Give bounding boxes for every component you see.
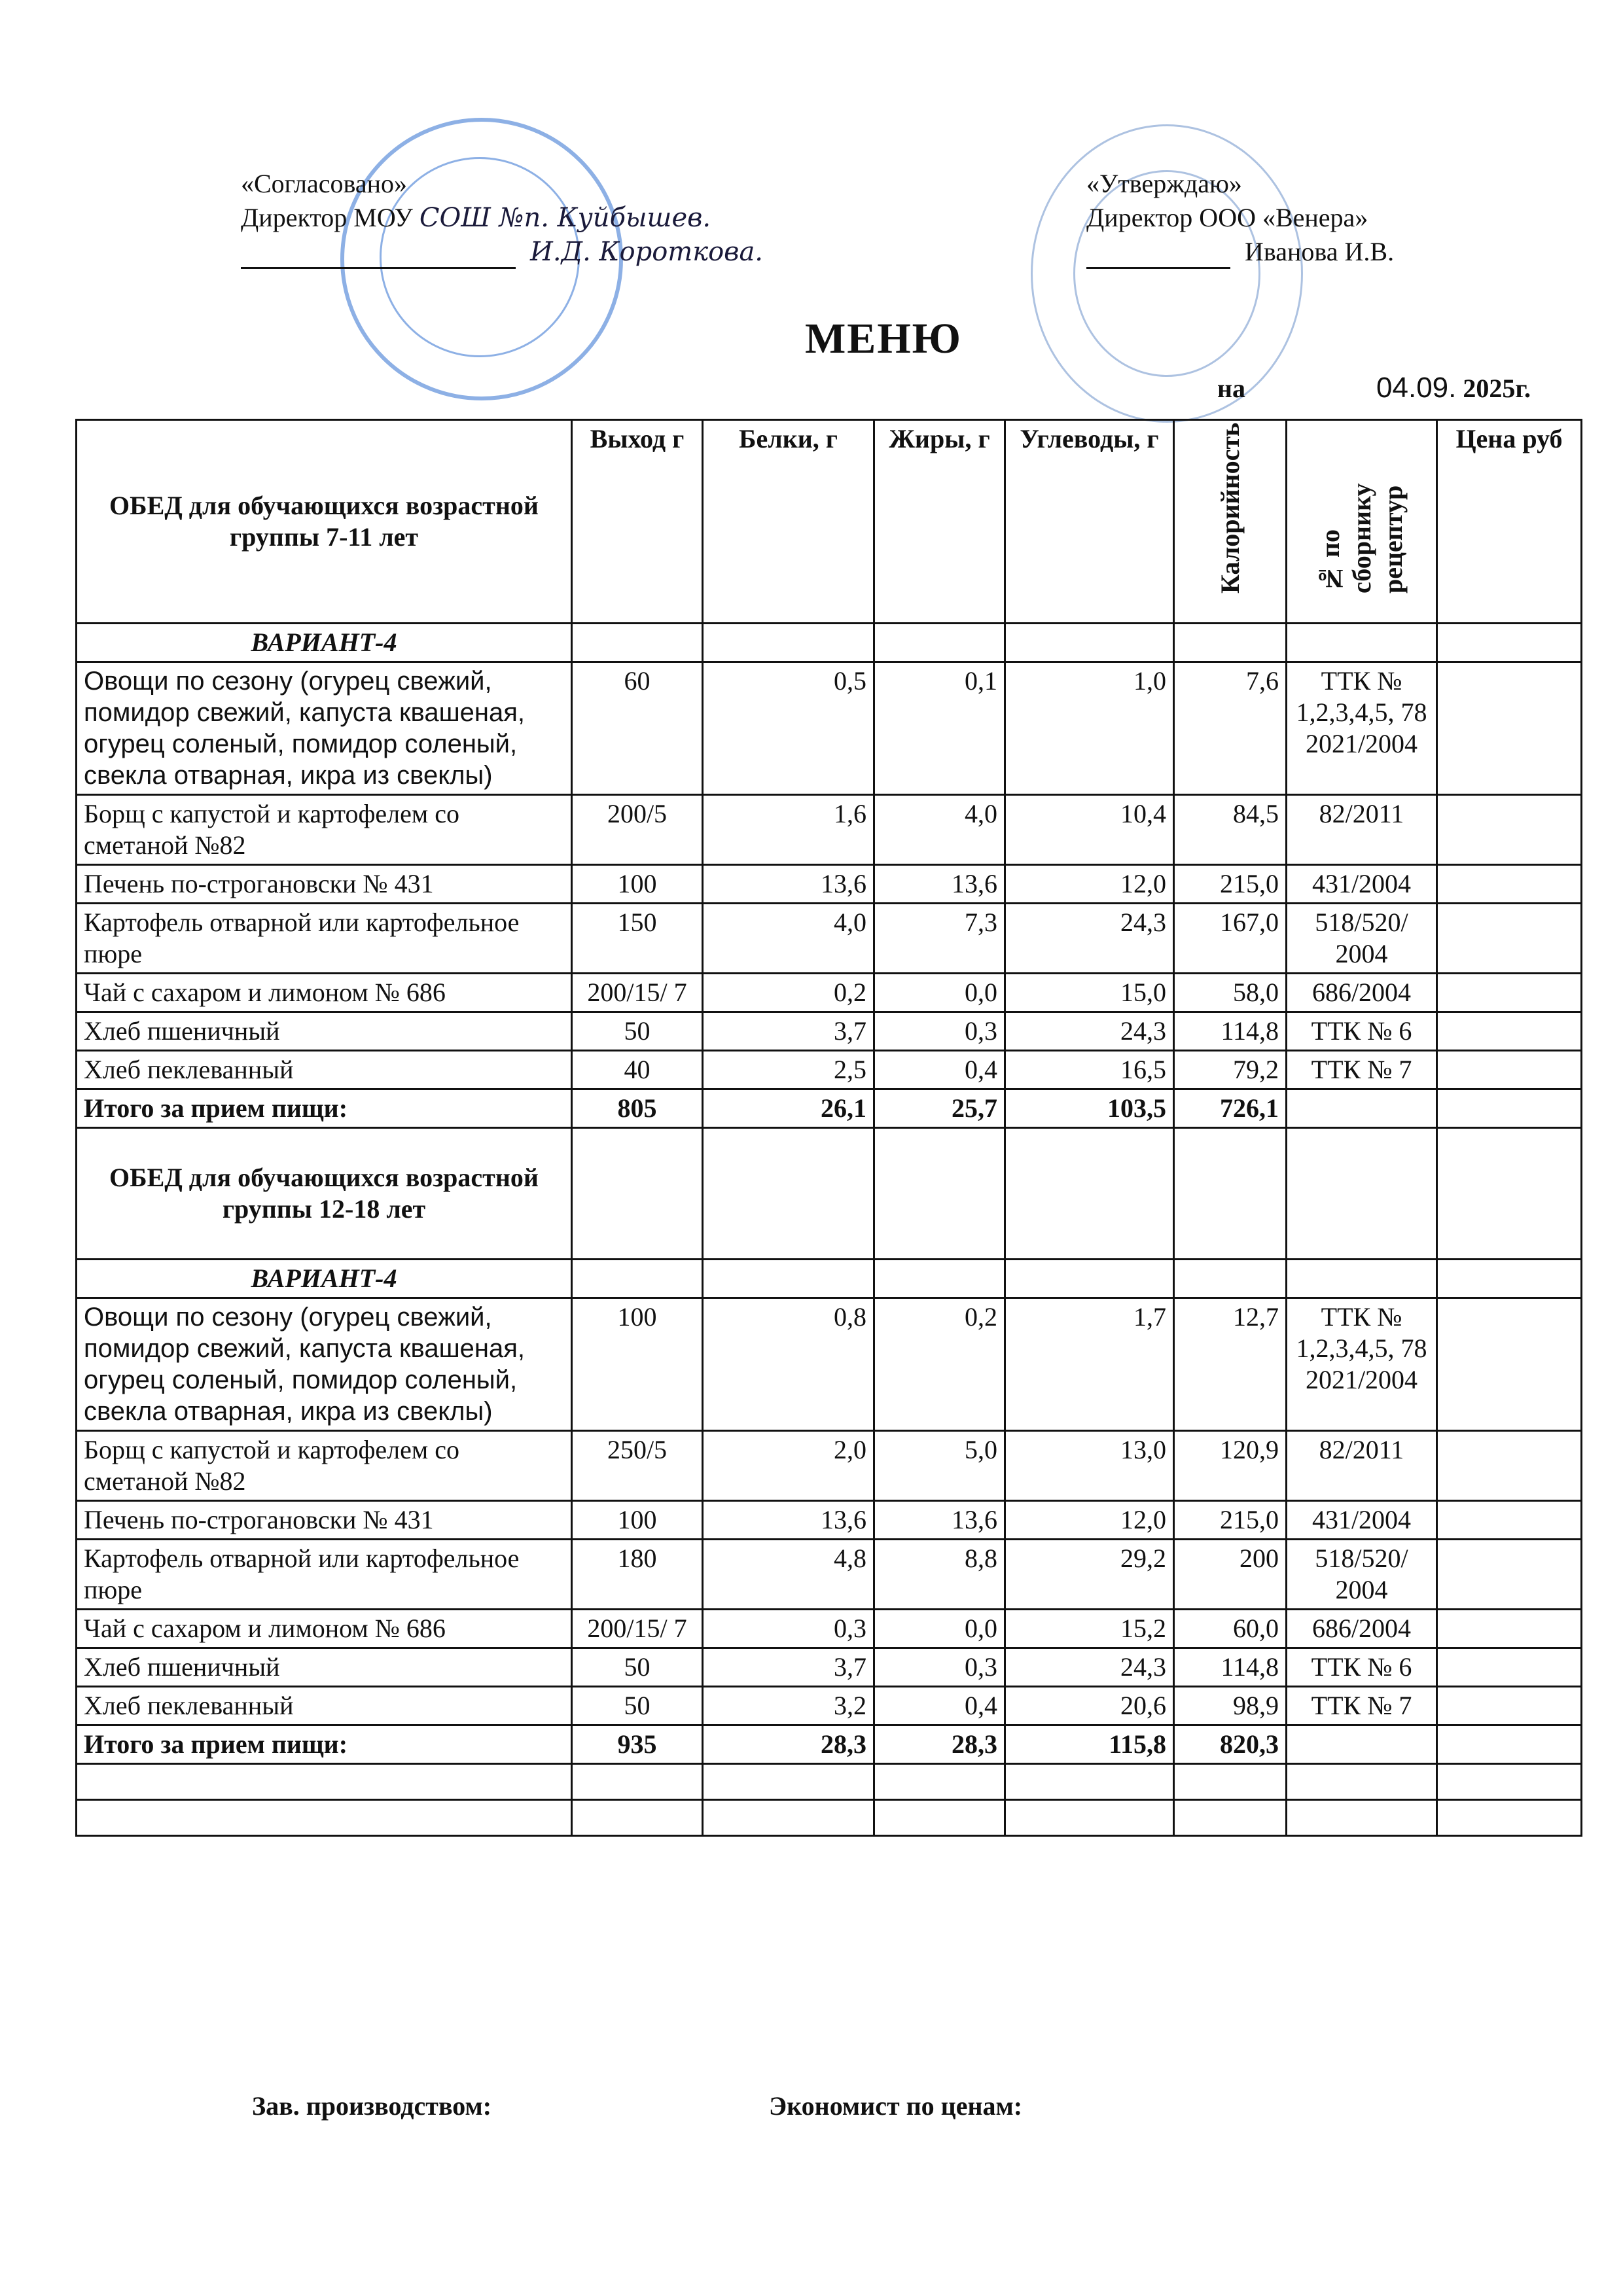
empty-cell [77,1800,572,1836]
calories: 120,9 [1174,1431,1287,1501]
protein: 0,2 [703,974,874,1012]
fat: 0,0 [874,1610,1005,1648]
table-row [77,1610,1582,1648]
recipe: 686/2004 [1287,1610,1437,1648]
table-row [77,974,1582,1012]
carbs: 24,3 [1005,1648,1174,1687]
approval-approved-position: Директор ООО «Венера» [1086,203,1368,232]
calories: 84,5 [1174,795,1287,865]
approval-agreed-title: «Согласовано» [241,169,408,198]
empty-cell [572,1128,703,1260]
carbs: 29,2 [1005,1540,1174,1610]
empty-cell [572,624,703,662]
fat: 4,0 [874,795,1005,865]
dish-name: Хлеб пшеничный [77,1012,572,1051]
protein: 0,3 [703,1610,874,1648]
total-row [77,1089,1582,1128]
total-calories: 726,1 [1174,1089,1287,1128]
header-meal-group: ОБЕД для обучающихся возрастной группы 7-11 лет [77,420,572,624]
recipe: ТТК № 7 [1287,1687,1437,1725]
menu-date [1217,372,1531,404]
protein: 4,0 [703,904,874,974]
carbs: 13,0 [1005,1431,1174,1501]
fat: 0,0 [874,974,1005,1012]
carbs: 16,5 [1005,1051,1174,1089]
empty-row [77,1764,1582,1800]
calories: 60,0 [1174,1610,1287,1648]
dish-name: Картофель отварной или картофельное пюре [77,1540,572,1610]
fat: 0,4 [874,1051,1005,1089]
protein: 2,5 [703,1051,874,1089]
calories: 114,8 [1174,1012,1287,1051]
output: 200/5 [572,795,703,865]
total-row [77,1725,1582,1764]
calories: 167,0 [1174,904,1287,974]
price [1437,974,1582,1012]
empty-cell [1437,1260,1582,1298]
calories: 98,9 [1174,1687,1287,1725]
price [1437,1540,1582,1610]
approval-agreed-signature [241,235,763,269]
approval-agreed-block [241,167,763,269]
empty-cell [1287,1764,1437,1800]
date-prefix: на [1217,374,1246,403]
output: 100 [572,1501,703,1540]
table-row [77,1501,1582,1540]
price [1437,1431,1582,1501]
fat: 0,1 [874,662,1005,795]
output: 250/5 [572,1431,703,1501]
carbs: 24,3 [1005,1012,1174,1051]
empty-cell [1005,1128,1174,1260]
empty-cell [1437,1128,1582,1260]
approval-approved-title: «Утверждаю» [1086,169,1242,198]
total-carbs: 103,5 [1005,1089,1174,1128]
table-row [77,795,1582,865]
handwritten-name: И.Д. Короткова. [530,237,764,267]
approver-name: Иванова И.В. [1245,237,1395,266]
table-row [77,662,1582,795]
table-row [77,1540,1582,1610]
protein: 0,8 [703,1298,874,1431]
protein: 3,7 [703,1012,874,1051]
table-row [77,1687,1582,1725]
variant-label: ВАРИАНТ-4 [77,1260,572,1298]
output: 40 [572,1051,703,1089]
approval-agreed-position: Директор МОУ СОШ №п. Куйбышев. [241,203,711,233]
price [1437,1648,1582,1687]
empty-cell [572,1260,703,1298]
header-calories: Калорийность [1174,420,1287,624]
price [1437,662,1582,795]
price-economist-label: Экономист по ценам: [769,2091,1023,2121]
empty-cell [1287,1800,1437,1836]
calories: 215,0 [1174,1501,1287,1540]
protein: 13,6 [703,1501,874,1540]
fat: 8,8 [874,1540,1005,1610]
empty-cell [703,1128,874,1260]
empty-cell [874,1764,1005,1800]
output: 100 [572,1298,703,1431]
dish-name: Борщ с капустой и картофелем со сметаной №82 [77,1431,572,1501]
output: 150 [572,904,703,974]
dish-name: Чай с сахаром и лимоном № 686 [77,974,572,1012]
header-carbs: Углеводы, г [1005,420,1174,624]
variant-row [77,1260,1582,1298]
fat: 0,4 [874,1687,1005,1725]
output: 200/15/ 7 [572,974,703,1012]
empty-cell [1005,1800,1174,1836]
approval-approved-signature [1086,235,1394,269]
total-label: Итого за прием пищи: [77,1089,572,1128]
total-carbs: 115,8 [1005,1725,1174,1764]
recipe: 82/2011 [1287,795,1437,865]
calories: 114,8 [1174,1648,1287,1687]
empty-cell [1287,1128,1437,1260]
fat: 13,6 [874,865,1005,904]
output: 60 [572,662,703,795]
empty-cell [1005,624,1174,662]
table-header-row [77,420,1582,624]
carbs: 1,7 [1005,1298,1174,1431]
empty-cell [703,1800,874,1836]
protein: 2,0 [703,1431,874,1501]
total-fat: 25,7 [874,1089,1005,1128]
output: 50 [572,1648,703,1687]
dish-name: Хлеб пеклеванный [77,1687,572,1725]
recipe: 431/2004 [1287,1501,1437,1540]
menu-table [75,419,1582,1837]
recipe: 686/2004 [1287,974,1437,1012]
recipe: 518/520/ 2004 [1287,904,1437,974]
empty-cell [703,1764,874,1800]
header-price: Цена руб [1437,420,1582,624]
header-recipe: № по сборнику рецептур [1287,420,1437,624]
dish-name: Хлеб пеклеванный [77,1051,572,1089]
empty-cell [874,1800,1005,1836]
empty-cell [572,1800,703,1836]
recipe: 518/520/ 2004 [1287,1540,1437,1610]
header-fat: Жиры, г [874,420,1005,624]
calories: 7,6 [1174,662,1287,795]
empty-cell [703,624,874,662]
empty-cell [1005,1764,1174,1800]
empty-row [77,1800,1582,1836]
carbs: 12,0 [1005,865,1174,904]
output: 200/15/ 7 [572,1610,703,1648]
variant-row [77,624,1582,662]
empty-cell [703,1260,874,1298]
empty-cell [1437,624,1582,662]
dish-name: Картофель отварной или картофельное пюре [77,904,572,974]
recipe: 431/2004 [1287,865,1437,904]
dish-name: Хлеб пшеничный [77,1648,572,1687]
dish-name: Чай с сахаром и лимоном № 686 [77,1610,572,1648]
calories: 215,0 [1174,865,1287,904]
fat: 7,3 [874,904,1005,974]
table-row [77,1298,1582,1431]
price [1437,904,1582,974]
signature-line [1086,247,1230,269]
output: 180 [572,1540,703,1610]
dish-name: Борщ с капустой и картофелем со сметаной №82 [77,795,572,865]
approval-approved-block [1086,167,1394,269]
fat: 0,2 [874,1298,1005,1431]
empty-cell [1287,1725,1437,1764]
recipe: ТТК № 6 [1287,1648,1437,1687]
header-protein: Белки, г [703,420,874,624]
price [1437,1610,1582,1648]
carbs: 15,0 [1005,974,1174,1012]
calories: 200 [1174,1540,1287,1610]
price [1437,795,1582,865]
table-row [77,1051,1582,1089]
total-protein: 28,3 [703,1725,874,1764]
fat: 0,3 [874,1012,1005,1051]
total-output: 805 [572,1089,703,1128]
output: 50 [572,1687,703,1725]
empty-cell [874,1260,1005,1298]
empty-cell [77,1764,572,1800]
total-protein: 26,1 [703,1089,874,1128]
empty-cell [1437,1764,1582,1800]
protein: 13,6 [703,865,874,904]
empty-cell [1174,1128,1287,1260]
carbs: 12,0 [1005,1501,1174,1540]
empty-cell [1174,1800,1287,1836]
protein: 4,8 [703,1540,874,1610]
calories: 79,2 [1174,1051,1287,1089]
price [1437,1012,1582,1051]
protein: 1,6 [703,795,874,865]
recipe: ТТК № 6 [1287,1012,1437,1051]
calories: 12,7 [1174,1298,1287,1431]
table-row [77,1012,1582,1051]
protein: 3,7 [703,1648,874,1687]
document-title: МЕНЮ [805,315,962,362]
empty-cell [1287,1089,1437,1128]
empty-cell [1174,1260,1287,1298]
variant-label: ВАРИАНТ-4 [77,624,572,662]
empty-cell [1437,1800,1582,1836]
empty-cell [572,1764,703,1800]
empty-cell [874,624,1005,662]
header-output: Выход г [572,420,703,624]
protein: 3,2 [703,1687,874,1725]
fat: 0,3 [874,1648,1005,1687]
empty-cell [1174,1764,1287,1800]
dish-name: Печень по-строгановски № 431 [77,1501,572,1540]
date-day-month: 04.09. [1376,372,1457,404]
table-row [77,865,1582,904]
dish-name: Овощи по сезону (огурец свежий, помидор свежий, капуста квашеная, огурец соленый, помидор соленый, свекла отварная, икра из свеклы) [77,1298,572,1431]
recipe: 82/2011 [1287,1431,1437,1501]
section-title: ОБЕД для обучающихся возрастной группы 12-18 лет [77,1128,572,1260]
total-output: 935 [572,1725,703,1764]
table-row [77,1431,1582,1501]
output: 50 [572,1012,703,1051]
empty-cell [1005,1260,1174,1298]
signature-line [241,247,516,269]
calories: 58,0 [1174,974,1287,1012]
carbs: 10,4 [1005,795,1174,865]
price [1437,1298,1582,1431]
carbs: 24,3 [1005,904,1174,974]
recipe: ТТК № 1,2,3,4,5, 78 2021/2004 [1287,662,1437,795]
total-calories: 820,3 [1174,1725,1287,1764]
recipe: ТТК № 1,2,3,4,5, 78 2021/2004 [1287,1298,1437,1431]
table-row [77,1648,1582,1687]
section-title-row [77,1128,1582,1260]
empty-cell [874,1128,1005,1260]
handwritten-school: СОШ №п. Куйбышев. [419,203,711,233]
price [1437,1501,1582,1540]
fat: 13,6 [874,1501,1005,1540]
empty-cell [1437,1089,1582,1128]
dish-name: Печень по-строгановски № 431 [77,865,572,904]
total-label: Итого за прием пищи: [77,1725,572,1764]
output: 100 [572,865,703,904]
price [1437,1687,1582,1725]
fat: 5,0 [874,1431,1005,1501]
empty-cell [1174,624,1287,662]
carbs: 20,6 [1005,1687,1174,1725]
carbs: 1,0 [1005,662,1174,795]
price [1437,865,1582,904]
empty-cell [1437,1725,1582,1764]
total-fat: 28,3 [874,1725,1005,1764]
table-row [77,904,1582,974]
price [1437,1051,1582,1089]
date-year: 2025г. [1463,374,1531,403]
empty-cell [1287,624,1437,662]
production-head-label: Зав. производством: [252,2091,492,2121]
dish-name: Овощи по сезону (огурец свежий, помидор свежий, капуста квашеная, огурец соленый, помидор соленый, свекла отварная, икра из свеклы) [77,662,572,795]
protein: 0,5 [703,662,874,795]
empty-cell [1287,1260,1437,1298]
carbs: 15,2 [1005,1610,1174,1648]
recipe: ТТК № 7 [1287,1051,1437,1089]
